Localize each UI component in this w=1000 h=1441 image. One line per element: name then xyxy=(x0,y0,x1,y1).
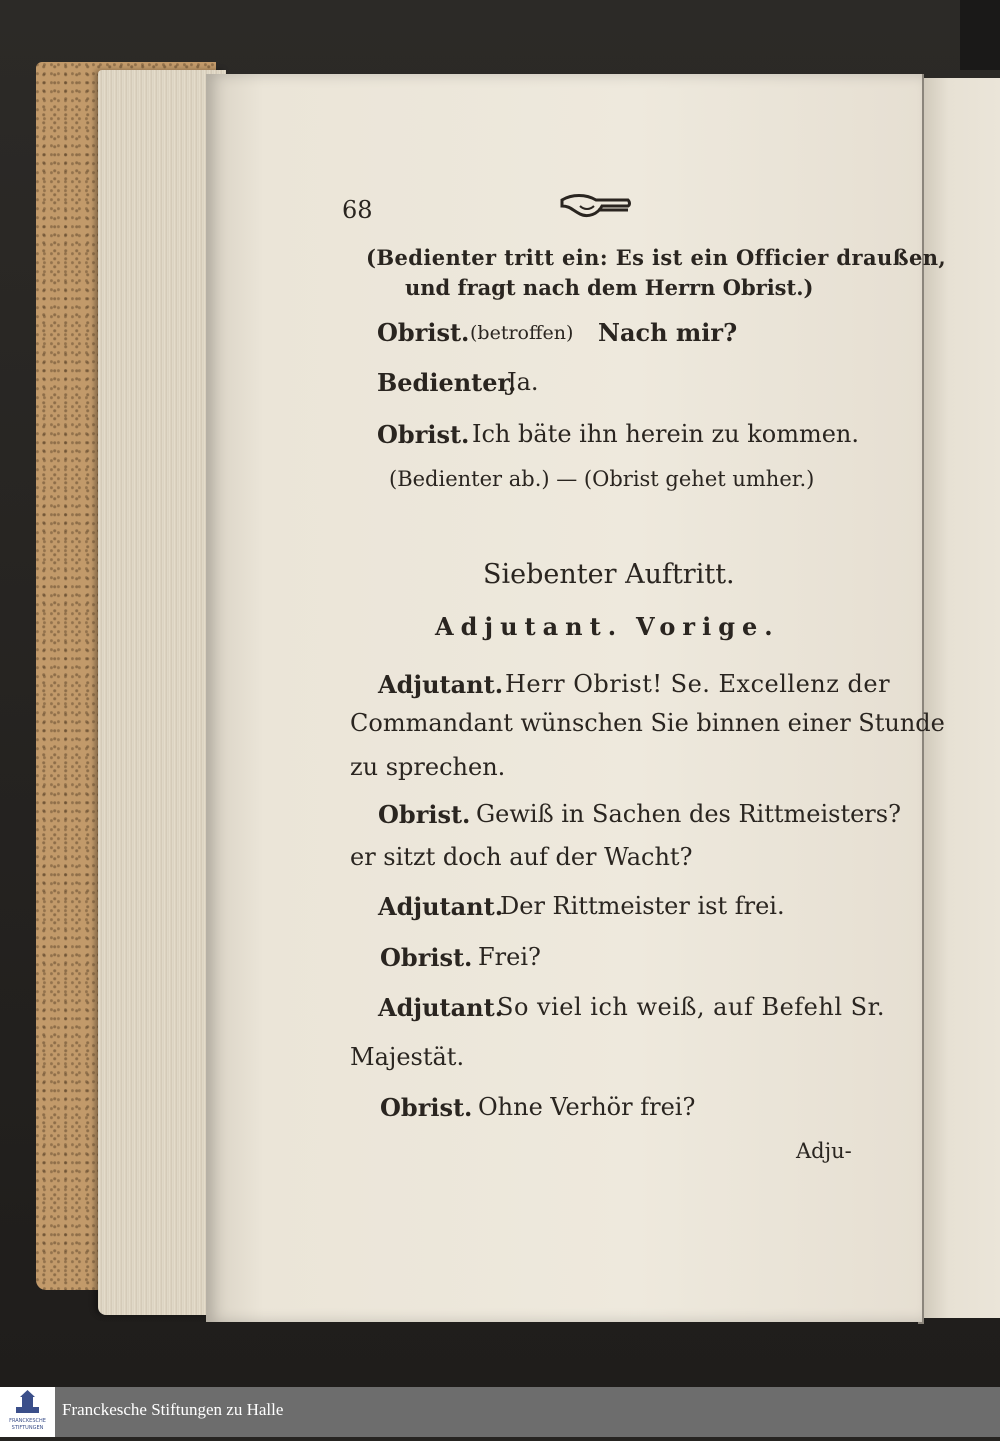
scene-heading: Siebenter Auftritt. xyxy=(483,559,735,590)
dialogue-text: zu sprechen. xyxy=(350,753,506,781)
footer-label: Franckesche Stiftungen zu Halle xyxy=(62,1400,284,1419)
dialogue-text: Ich bäte ihn herein zu kommen. xyxy=(472,420,859,448)
stage-direction-exit: (Bedienter ab.) — (Obrist gehet umher.) xyxy=(389,467,815,491)
dialogue-text: Ja. xyxy=(507,368,539,396)
speaker-adjutant: Adjutant. xyxy=(378,993,504,1022)
scene-characters: Vorige. xyxy=(636,612,780,641)
speaker-adjutant: Adjutant. xyxy=(378,670,504,699)
scene-characters: Adjutant. xyxy=(435,612,624,641)
dialogue-text: Majestät. xyxy=(350,1043,465,1071)
dialogue-text: Gewiß in Sachen des Rittmeisters? xyxy=(476,800,901,828)
speaker-obrist: Obrist. xyxy=(378,800,471,829)
speaker-obrist: Obrist. xyxy=(377,318,470,347)
speaker-adjutant: Adjutant. xyxy=(378,892,504,921)
book-cover-right xyxy=(960,0,1000,70)
dialogue-text: Frei? xyxy=(478,943,541,971)
stage-direction-line-1: (Bedienter tritt ein: Es ist ein Officier draußen, xyxy=(366,245,947,270)
dialogue-text: So viel ich weiß, auf Befehl Sr. xyxy=(497,993,886,1021)
catchword: Adju- xyxy=(796,1139,852,1163)
speaker-obrist: Obrist. xyxy=(380,943,473,972)
speaker-obrist: Obrist. xyxy=(377,420,470,449)
dialogue-text: Ohne Verhör frei? xyxy=(478,1093,696,1121)
logo-text: STIFTUNGEN xyxy=(11,1425,44,1431)
hand-ornament-icon xyxy=(558,192,632,220)
dialogue-text: Nach mir? xyxy=(598,318,738,347)
stage-direction-inline: (betroffen) xyxy=(470,322,574,344)
logo-text: FRANCKESCHE xyxy=(9,1418,46,1424)
speaker-bedienter: Bedienter. xyxy=(377,368,517,397)
dialogue-text: er sitzt doch auf der Wacht? xyxy=(350,843,693,871)
institution-logo xyxy=(0,1387,55,1437)
stage-direction-line-2: und fragt nach dem Herrn Obrist.) xyxy=(405,275,814,300)
dialogue-text: Commandant wünschen Sie binnen einer Stunde xyxy=(350,709,945,737)
page-number: 68 xyxy=(342,196,373,224)
speaker-obrist: Obrist. xyxy=(380,1093,473,1122)
dialogue-text: Herr Obrist! Se. Excellenz der xyxy=(505,670,891,698)
dialogue-text: Der Rittmeister ist frei. xyxy=(500,892,785,920)
